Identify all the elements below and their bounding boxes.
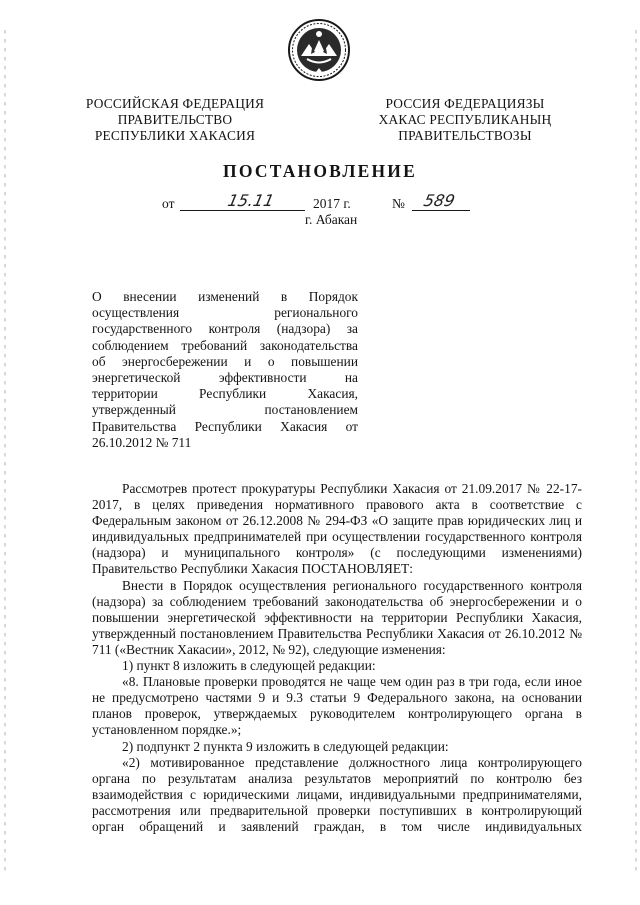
subject-line: государственного контроля (надзора) за	[92, 321, 358, 337]
number-sign: №	[392, 196, 405, 211]
handwritten-number: 589	[421, 191, 457, 210]
document-body	[92, 481, 582, 835]
header-right-line-2: ХАКАС РЕСПУБЛИКАНЫҢ	[378, 112, 552, 127]
city: г. Абакан	[305, 212, 358, 227]
subject-line: соблюдением требований законодательства	[92, 337, 358, 353]
header-left-line-1: РОССИЙСКАЯ ФЕДЕРАЦИЯ	[85, 96, 265, 111]
scan-edge-left	[4, 30, 6, 875]
header-left-line-2: ПРАВИТЕЛЬСТВО	[117, 112, 233, 127]
subject-line: территории Республики Хакасия,	[92, 386, 358, 402]
header-right	[370, 96, 560, 144]
subject-line: О внесении изменений в Порядок	[92, 289, 358, 304]
date-year: 2017 г.	[313, 196, 351, 211]
subject-line: Правительства Республики Хакасия от	[92, 418, 358, 434]
header-right-line-1: РОССИЯ ФЕДЕРАЦИЯЗЫ	[385, 96, 545, 111]
paragraph-item-1: 1) пункт 8 изложить в следующей редакции:	[122, 658, 376, 674]
paragraph-item-1-text: «8. Плановые проверки проводятся не чаще чем один раз в три года, если иное не предусмотрено частями 9 и 9.3 статьи 9 Федерального закона, на основании планов проверок, утверждаемых руководителем контролирующего органа в установленном порядке.»;	[92, 674, 582, 738]
header-left	[80, 96, 270, 144]
date-prefix: от	[162, 196, 175, 211]
scan-edge-right	[635, 30, 637, 875]
paragraph-item-2: 2) подпункт 2 пункта 9 изложить в следующей редакции:	[122, 738, 449, 754]
date-number-line	[0, 193, 640, 213]
document-title: ПОСТАНОВЛЕНИЕ	[223, 161, 417, 181]
paragraph-item-2-text: «2) мотивированное представление должностного лица контролирующего органа по результатам анализа результатов мероприятий по контролю без взаимодействия с юридическими лицами, индивидуальными предпринимателями, рассмотрения или предварительной проверки поступивших в контролирующий орган обращений и заявлений граждан, в том числе индивидуальных	[92, 754, 582, 834]
header-right-line-3: ПРАВИТЕЛЬСТВОЗЫ	[398, 128, 532, 143]
coat-of-arms-emblem	[287, 18, 351, 82]
subject-line: об энергосбережении и о повышении	[92, 353, 358, 369]
paragraph-amendment-intro: Внести в Порядок осуществления регионального государственного контроля (надзора) за соблюдением требований законодательства об энергосбережении и о повышении энергетической эффективности на территории Республики Хакасия, утвержденный постановлением Правительства Республики Хакасия от 26.10.2012 № 711 («Вестник Хакасии», 2012, № 92), следующие изменения:	[92, 577, 582, 657]
handwritten-date: 15.11	[225, 191, 276, 210]
subject-line: энергетической эффективности на	[92, 370, 358, 386]
subject-line: 26.10.2012 № 711	[92, 434, 192, 450]
subject-line: осуществления регионального	[92, 305, 358, 321]
header-left-line-3: РЕСПУБЛИКИ ХАКАСИЯ	[94, 128, 256, 143]
subject-line: утвержденный постановлением	[92, 402, 358, 418]
subject-block	[92, 289, 358, 451]
paragraph-preamble: Рассмотрев протест прокуратуры Республики Хакасия от 21.09.2017 № 22-17-2017, в целях приведения нормативного правового акта в соответствие с Федеральным законом от 26.12.2008 № 294-ФЗ «О защите прав юридических лиц и индивидуальных предпринимателей при осуществлении государственного контроля (надзора) и муниципального контроля» (с последующими изменениями) Правительство Республики Хакасия ПОСТАНОВЛЯЕТ:	[92, 481, 582, 577]
